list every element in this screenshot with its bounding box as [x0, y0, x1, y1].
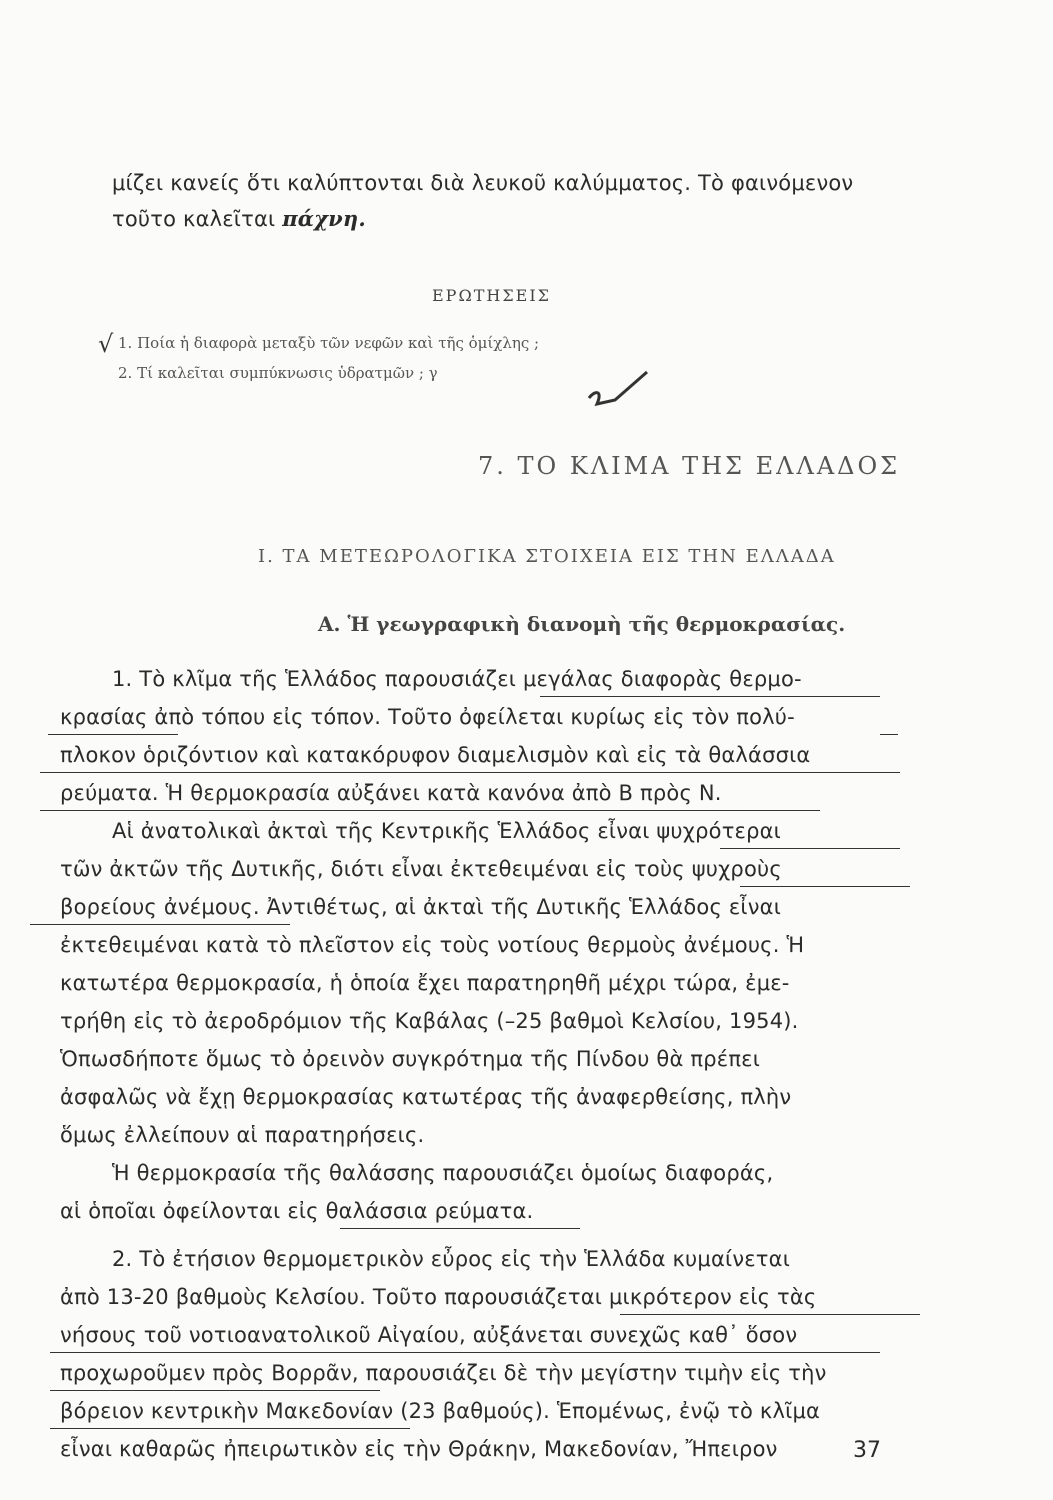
text-line: κατωτέρα θερμοκρασία, ἡ ὁποία ἔχει παρατηρηθῆ μέχρι τώρα, ἐμε- — [60, 971, 790, 995]
text-line: Ἡ θερμοκρασία τῆς θαλάσσης παρουσιάζει ὁμοίως διαφοράς, — [112, 1161, 774, 1185]
text-line: εἶναι καθαρῶς ἠπειρωτικὸν εἰς τὴν Θράκην, Μακεδονίαν, Ἤπειρον — [60, 1437, 778, 1461]
underline — [40, 772, 900, 773]
chapter-title: 7. ΤΟ ΚΛΙΜΑ ΤΗΣ ΕΛΛΑΔΟΣ — [478, 452, 901, 480]
underline — [880, 734, 898, 735]
term-pachni: πάχνη. — [282, 206, 366, 231]
underline — [50, 1428, 410, 1429]
text-line: τρήθη εἰς τὸ ἀεροδρόμιον τῆς Καβάλας (–25 βαθμοὶ Κελσίου, 1954). — [60, 1009, 799, 1033]
text-line: 2. Τὸ ἐτήσιον θερμομετρικὸν εὖρος εἰς τὴν Ἑλλάδα κυμαίνεται — [112, 1247, 790, 1271]
underline — [30, 924, 290, 925]
underline — [720, 848, 900, 849]
text-line: πλοκον ὁριζόντιον καὶ κατακόρυφον διαμελισμὸν καὶ εἰς τὰ θαλάσσια — [60, 743, 811, 767]
text-line: ἀσφαλῶς νὰ ἔχῃ θερμοκρασίας κατωτέρας τῆς ἀναφερθείσης, πλὴν — [60, 1085, 792, 1109]
text-line: ρεύματα. Ἡ θερμοκρασία αὐξάνει κατὰ κανόνα ἀπὸ Β πρὸς Ν. — [60, 781, 722, 805]
check-mark-icon: √ — [98, 330, 114, 358]
text-line: αἱ ὁποῖαι ὀφείλονται εἰς θαλάσσια ρεύματα. — [60, 1199, 534, 1223]
text-line: ἀπὸ 13-20 βαθμοὺς Κελσίου. Τοῦτο παρουσιάζεται μικρότερον εἰς τὰς — [60, 1285, 817, 1309]
subsection-title: Α. Ἡ γεωγραφικὴ διανομὴ τῆς θερμοκρασίας. — [318, 612, 846, 636]
underline — [740, 886, 910, 887]
underline — [50, 1352, 880, 1353]
text-line: νήσους τοῦ νοτιοανατολικοῦ Αἰγαίου, αὐξάνεται συνεχῶς καθ᾽ ὅσον — [60, 1323, 798, 1347]
text-line: τῶν ἀκτῶν τῆς Δυτικῆς, διότι εἶναι ἐκτεθειμέναι εἰς τοὺς ψυχροὺς — [60, 857, 782, 881]
underline — [340, 1228, 580, 1229]
text-fragment: τοῦτο καλεῖται — [112, 207, 283, 231]
text-line: 1. Τὸ κλῖμα τῆς Ἑλλάδος παρουσιάζει μεγάλας διαφορὰς θερμο- — [112, 667, 802, 691]
text-line — [112, 204, 892, 234]
underline — [48, 734, 178, 735]
text-line: μίζει κανείς ὅτι καλύπτονται διὰ λευκοῦ καλύμματος. Τὸ φαινόμενον — [112, 171, 854, 195]
text-line: Αἱ ἀνατολικαὶ ἀκταὶ τῆς Κεντρικῆς Ἑλλάδος εἶναι ψυχρότεραι — [112, 819, 781, 843]
underline — [40, 810, 820, 811]
underline — [620, 1314, 920, 1315]
text-line: βορείους ἀνέμους. Ἀντιθέτως, αἱ ἀκταὶ τῆς Δυτικῆς Ἑλλάδος εἶναι — [60, 895, 782, 919]
page-number: 37 — [853, 1438, 881, 1463]
handwritten-mark-icon — [585, 368, 655, 416]
question-1: 1. Ποία ἡ διαφορὰ μεταξὺ τῶν νεφῶν καὶ τῆς ὁμίχλης ; — [118, 334, 540, 352]
text-line: κρασίας ἀπὸ τόπου εἰς τόπον. Τοῦτο ὀφείλεται κυρίως εἰς τὸν πολύ- — [60, 705, 795, 729]
text-line: ἐκτεθειμέναι κατὰ τὸ πλεῖστον εἰς τοὺς νοτίους θερμοὺς ἀνέμους. Ἡ — [60, 933, 805, 957]
underline — [50, 1390, 380, 1391]
text-line: ὅμως ἐλλείπουν αἱ παρατηρήσεις. — [60, 1123, 425, 1147]
section-title: I. ΤΑ ΜΕΤΕΩΡΟΛΟΓΙΚΑ ΣΤΟΙΧΕΙΑ ΕΙΣ ΤΗΝ ΕΛΛΑΔΑ — [258, 546, 836, 567]
question-2: 2. Τί καλεῖται συμπύκνωσις ὑδρατμῶν ; γ — [118, 364, 438, 382]
text-line: βόρειον κεντρικὴν Μακεδονίαν (23 βαθμούς). Ἑπομένως, ἐνῷ τὸ κλῖμα — [60, 1399, 821, 1423]
text-line: προχωροῦμεν πρὸς Βορρᾶν, παρουσιάζει δὲ τὴν μεγίστην τιμὴν εἰς τὴν — [60, 1361, 827, 1385]
text-line: Ὁπωσδήποτε ὅμως τὸ ὀρεινὸν συγκρότημα τῆς Πίνδου θὰ πρέπει — [60, 1047, 761, 1071]
questions-heading: ΕΡΩΤΗΣΕΙΣ — [432, 286, 551, 305]
underline — [540, 696, 880, 697]
